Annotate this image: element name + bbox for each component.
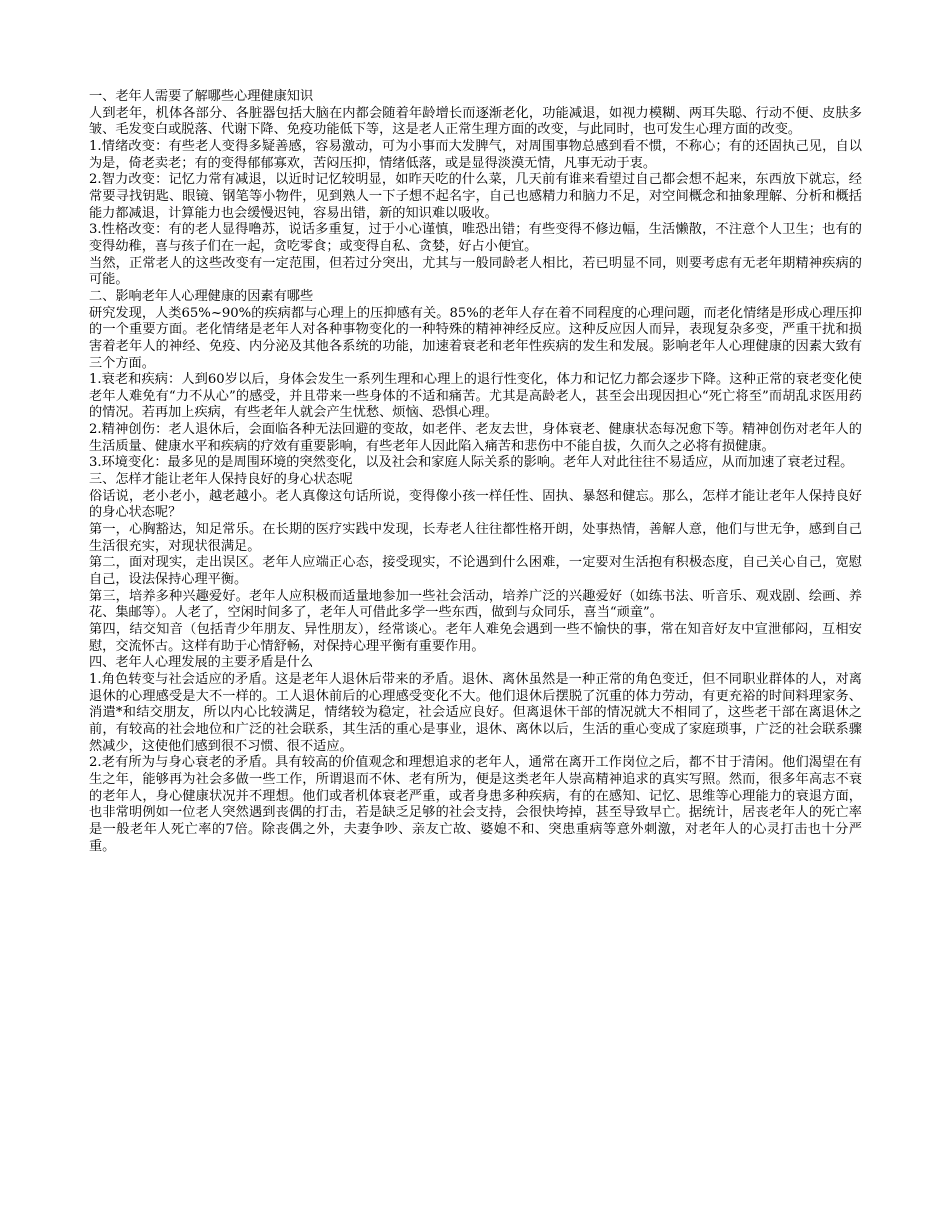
section-heading-2: 二、影响老年人心理健康的因素有哪些 <box>89 288 314 304</box>
paragraph-intro-aging-changes: 人到老年，机体各部分、各脏器包括大脑在内都会随着年龄增长而逐渐老化，功能减退，如视力模糊、两耳失聪、行动不便、皮肤多皱、毛发变白或脱落、代谢下降、免疫功能低下等，这是老人正常生理方面的改变，与此同时，也可发生心理方面的改变。 <box>89 105 862 138</box>
paragraph-aspiration-aging-conflict: 2.老有所为与身心衰老的矛盾。具有较高的价值观念和理想追求的老年人，通常在离开工作岗位之后，都不甘于清闲。他们渴望在有生之年，能够再为社会多做一些工作，所谓退而不休、老有所为，便是这类老年人崇高精神追求的真实写照。然而，很多年高志不衰的老年人，身心健康状况并不理想。他们或者机体衰老严重，或者身患多种疾病，有的在感知、记忆、思维等心理能力的衰退方面，也非常明例如一位老人突然遇到丧偶的打击，若是缺乏足够的社会支持，会很快垮掉，甚至导致早亡。据统计，居丧老年人的死亡率是一般老年人死亡率的7倍。除丧偶之外，夫妻争吵、亲友亡故、婆媳不和、突患重病等意外刺激，对老年人的心灵打击也十分严重。 <box>89 755 862 854</box>
paragraph-research-findings: 研究发现，人类65%~90%的疾病都与心理上的压抑感有关。85%的老年人存在着不同程度的心理问题，而老化情绪是形成心理压抑的一个重要方面。老化情绪是老年人对各种事物变化的一种特殊的精神神经反应。这种反应因人而异，表现复杂多变，严重干扰和损害着老年人的神经、免疫、内分泌及其他各系统的功能，加速着衰老和老年性疾病的发生和发展。影响老年人心理健康的因素大致有三个方面。 <box>89 305 862 371</box>
paragraph-first-tip: 第一，心胸豁达，知足常乐。在长期的医疗实践中发现，长寿老人往往都性格开朗，处事热情，善解人意，他们与世无争，感到自己生活很充实，对现状很满足。 <box>89 522 862 554</box>
paragraph-aging-and-disease: 1.衰老和疾病：人到60岁以后，身体会发生一系列生理和心理上的退行性变化，体力和记忆力都会逐步下降。这种正常的衰老变化使老年人难免有“力不从心”的感受，并且带来一些身体的不适和痛苦。尤其是高龄老人，甚至会出现因担心“死亡将至”而胡乱求医用药的情况。若再加上疾病，有些老年人就会产生忧愁、烦恼、恐惧心理。 <box>89 372 862 421</box>
section-heading-3: 三、怎样才能让老年人保持良好的身心状态呢 <box>89 472 353 488</box>
paragraph-environment-change: 3.环境变化：最多见的是周围环境的突然变化，以及社会和家庭人际关系的影响。老年人对此往往不易适应，从而加速了衰老过程。 <box>89 455 854 471</box>
paragraph-emotional-change: 1.情绪改变：有些老人变得多疑善感，容易激动，可为小事而大发脾气，对周围事物总感到看不惯，不称心；有的还固执己见，自以为是，倚老卖老；有的变得郁郁寡欢，苦闷压抑，情绪低落，或是显得淡漠无情，凡事无动于衷。 <box>89 138 862 171</box>
paragraph-proverb-intro: 俗话说，老小老小，越老越小。老人真像这句话所说，变得像小孩一样任性、固执、暴怒和健忘。那么，怎样才能让老年人保持良好的身心状态呢？ <box>89 488 862 521</box>
document-body <box>89 89 862 855</box>
section-heading-4: 四、老年人心理发展的主要矛盾是什么 <box>89 655 314 671</box>
paragraph-second-tip: 第二，面对现实，走出误区。老年人应端正心态，接受现实，不论遇到什么困难，一定要对生活抱有积极态度，自己关心自己，宽慰自己，设法保持心理平衡。 <box>89 555 862 588</box>
paragraph-personality-change: 3.性格改变：有的老人显得噜苏，说话多重复，过于小心谨慎，唯恐出错；有些变得不修边幅，生活懒散，不注意个人卫生；也有的变得幼稚，喜与孩子们在一起，贪吃零食；或变得自私、贪婪，好占小便宜。 <box>89 222 862 254</box>
paragraph-role-change-conflict: 1.角色转变与社会适应的矛盾。这是老年人退休后带来的矛盾。退休、离休虽然是一种正常的角色变迁，但不同职业群体的人，对离退休的心理感受是大不一样的。工人退休前后的心理感受变化不大。他们退休后摆脱了沉重的体力劳动，有更充裕的时间料理家务、消遣*和结交朋友，所以内心比较满足，情绪较为稳定，社会适应良好。但离退休干部的情况就大不相同了，这些老干部在离退休之前，有较高的社会地位和广泛的社会联系，其生活的重心是事业，退休、离休以后，生活的重心变成了家庭琐事，广泛的社会联系骤然减少，这使他们感到很不习惯、很不适应。 <box>89 671 862 754</box>
paragraph-third-tip: 第三，培养多种兴趣爱好。老年人应积极而适量地参加一些社会活动，培养广泛的兴趣爱好（如练书法、听音乐、观戏剧、绘画、养花、集邮等）。人老了，空闲时间多了，老年人可借此多学一些东西，做到与众同乐，喜当“顽童”。 <box>89 588 862 621</box>
paragraph-fourth-tip: 第四，结交知音（包括青少年朋友、异性朋友），经常谈心。老年人难免会遇到一些不愉快的事，常在知音好友中宣泄郁闷，互相安慰，交流怀古。这样有助于心情舒畅，对保持心理平衡有重要作用。 <box>89 622 862 654</box>
section-heading-1: 一、老年人需要了解哪些心理健康知识 <box>89 89 314 104</box>
paragraph-normal-range-note: 当然，正常老人的这些改变有一定范围，但若过分突出，尤其与一般同龄老人相比，若已明显不同，则要考虑有无老年期精神疾病的可能。 <box>89 255 862 288</box>
paragraph-intellectual-change: 2.智力改变：记忆力常有减退，以近时记忆较明显，如昨天吃的什么菜，几天前有谁来看望过自己都会想不起来，东西放下就忘，经常要寻找钥匙、眼镜、钢笔等小物件，见到熟人一下子想不起名字，自己也感精力和脑力不足，对空间概念和抽象理解、分析和概括能力都减退，计算能力也会缓慢迟钝，容易出错，新的知识难以吸收。 <box>89 172 862 221</box>
paragraph-mental-trauma: 2.精神创伤：老人退休后，会面临各种无法回避的变故，如老伴、老友去世，身体衰老、健康状态每况愈下等。精神创伤对老年人的生活质量、健康水平和疾病的疗效有重要影响，有些老年人因此陷入痛苦和悲伤中不能自拔，久而久之必将有损健康。 <box>89 422 862 454</box>
